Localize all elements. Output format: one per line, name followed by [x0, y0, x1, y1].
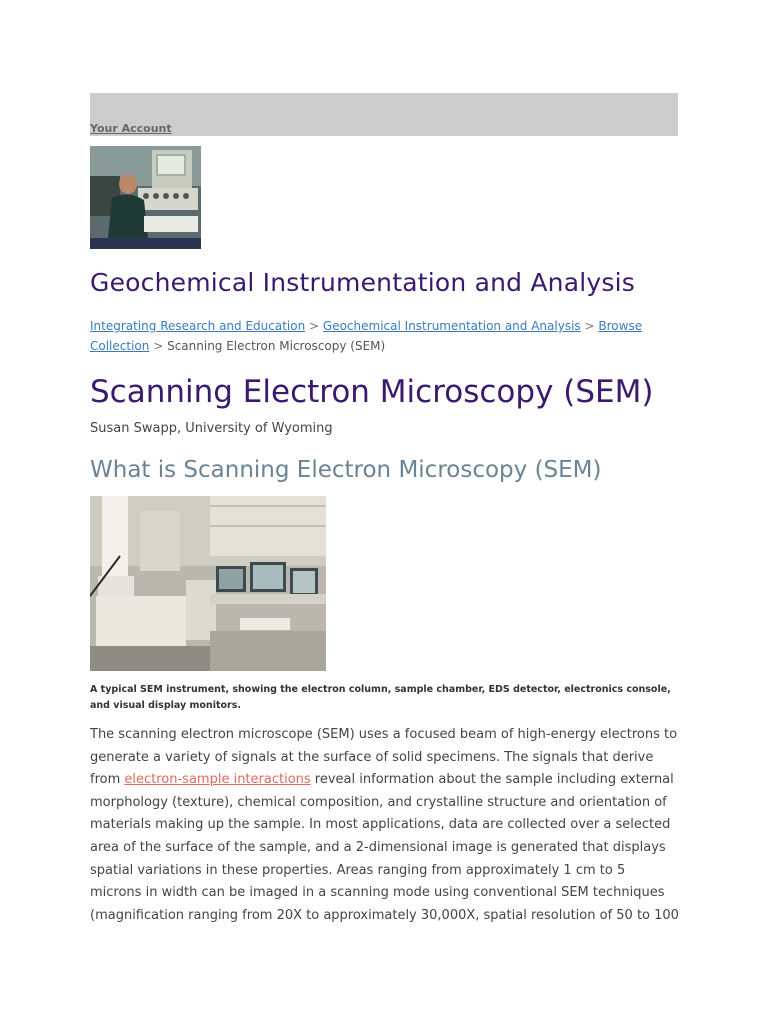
image-caption: A typical SEM instrument, showing the electron column, sample chamber, EDS detector, electronics console, and visual display monitors. [90, 684, 671, 711]
body-text-after-link: reveal information about the sample including external morphology (texture), chemical composition, and crystalline structure and orientation of materials making up the sample. In most applications, data are collected over a selected area of the surface of the sample, and a 2-dimensional image is generated that displays spatial variations in these properties. Areas ranging from approximately 1 cm to 5 microns in width can be imaged in a scanning mode using conventional SEM techniques (magnification ranging from 20X to approximately 30,000X, spatial resolution of 50 to 100 [90, 772, 679, 923]
site-title: Geochemical Instrumentation and Analysis [90, 268, 635, 297]
breadcrumb [90, 316, 650, 356]
your-account-link[interactable]: Your Account [90, 122, 172, 135]
breadcrumb-link-geochemical-instrumentation[interactable]: Geochemical Instrumentation and Analysis [322, 319, 581, 333]
top-banner [90, 93, 678, 136]
breadcrumb-link-integrating-research[interactable]: Integrating Research and Education [90, 319, 306, 333]
breadcrumb-separator: > [153, 339, 164, 353]
breadcrumb-separator: > [584, 319, 595, 333]
section-heading: What is Scanning Electron Microscopy (SEM) [90, 457, 602, 483]
breadcrumb-current: Scanning Electron Microscopy (SEM) [167, 339, 386, 353]
sem-instrument-photo [90, 496, 326, 671]
page-title: Scanning Electron Microscopy (SEM) [90, 374, 654, 410]
electron-sample-interactions-link[interactable]: electron-sample interactions [124, 772, 311, 788]
body-paragraph [90, 724, 680, 927]
researcher-photo [90, 146, 201, 249]
breadcrumb-link-browse-collection[interactable]: Browse Collection [90, 319, 643, 353]
breadcrumb-separator: > [309, 319, 320, 333]
body-text-before-link: The scanning electron microscope (SEM) uses a focused beam of high-energy electrons to generate a variety of signals at the surface of solid specimens. The signals that derive from [90, 727, 678, 788]
author-line: Susan Swapp, University of Wyoming [90, 421, 333, 436]
